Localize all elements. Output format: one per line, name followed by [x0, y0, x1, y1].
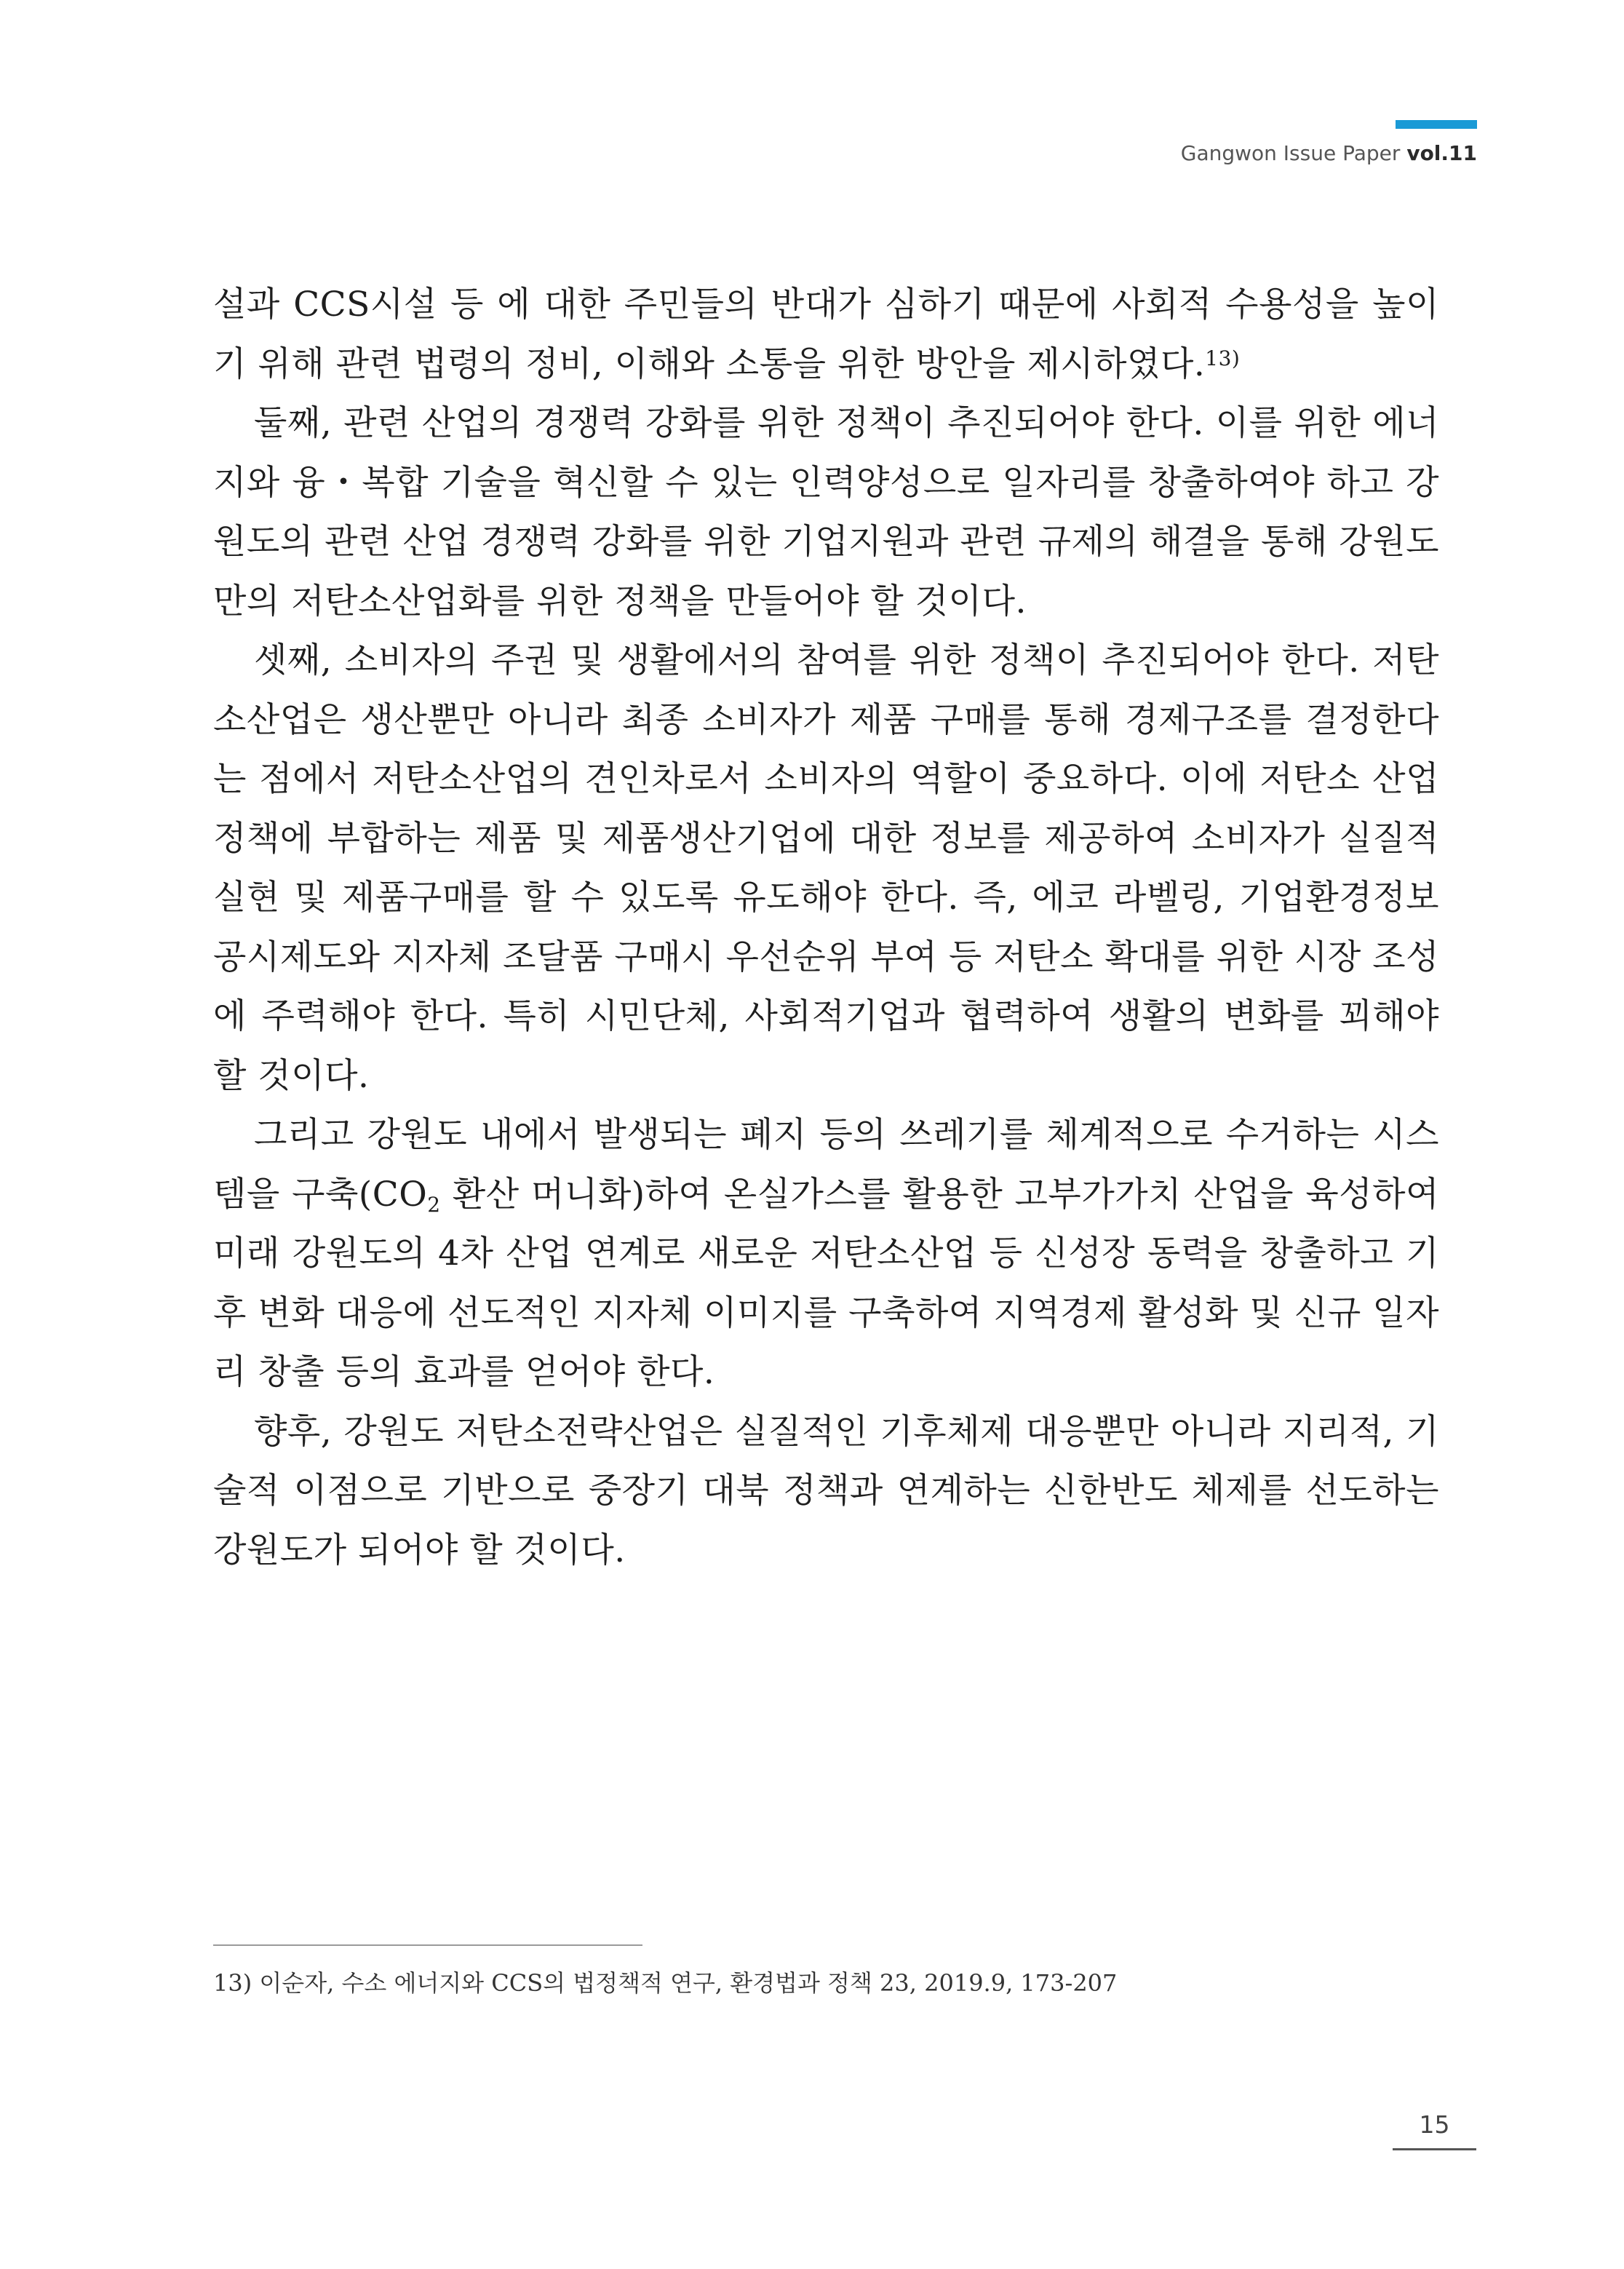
volume-label: vol.11 — [1406, 141, 1477, 165]
paragraph-4-text-after: 환산 머니화)하여 온실가스를 활용한 고부가가치 산업을 육성하여 미래 강원도의 4차 산업 연계로 새로운 저탄소산업 등 신성장 동력을 창출하고 기후 변화 대응에 선도적인 지자체 이미지를 구축하여 지역경제 활성화 및 신규 일자리 창출 등의 효과를 얻어야 한다. — [213, 1174, 1439, 1392]
co2-subscript: 2 — [427, 1192, 441, 1217]
paragraph-4-text-before: 그리고 강원도 내에서 발생되는 폐지 등의 쓰레기를 체계적으로 수거하는 시스템을 구축(CO — [213, 1115, 1439, 1215]
footnote-divider — [213, 1944, 642, 1946]
page-number: 15 — [1419, 2110, 1450, 2139]
paragraph-1 — [213, 275, 1439, 394]
running-header — [1181, 141, 1477, 165]
page-number-underline — [1393, 2148, 1476, 2150]
publication-title: Gangwon Issue Paper — [1180, 141, 1407, 165]
paragraph-1-text: 설과 CCS시설 등 에 대한 주민들의 반대가 심하기 때문에 사회적 수용성을 높이기 위해 관련 법령의 정비, 이해와 소통을 위한 방안을 제시하였다. — [213, 285, 1439, 384]
footnote-13: 13) 이순자, 수소 에너지와 CCS의 법정책적 연구, 환경법과 정책 23, 2019.9, 173-207 — [213, 1969, 1118, 1997]
paragraph-5: 향후, 강원도 저탄소전략산업은 실질적인 기후체제 대응뿐만 아니라 지리적, 기술적 이점으로 기반으로 중장기 대북 정책과 연계하는 신한반도 체제를 선도하는 강원도가 되어야 할 것이다. — [213, 1411, 1439, 1570]
header-accent-bar — [1396, 120, 1477, 129]
main-body — [213, 275, 1439, 1580]
footnote-reference[interactable]: 13) — [1205, 346, 1241, 370]
paragraph-3: 셋째, 소비자의 주권 및 생활에서의 참여를 위한 정책이 추진되어야 한다. 저탄소산업은 생산뿐만 아니라 최종 소비자가 제품 구매를 통해 경제구조를 결정한다는 점에서 저탄소산업의 견인차로서 소비자의 역할이 중요하다. 이에 저탄소 산업정책에 부합하는 제품 및 제품생산기업에 대한 정보를 제공하여 소비자가 실질적 실현 및 제품구매를 할 수 있도록 유도해야 한다. 즉, 에코 라벨링, 기업환경정보공시제도와 지자체 조달품 구매시 우선순위 부여 등 저탄소 확대를 위한 시장 조성에 주력해야 한다. 특히 시민단체, 사회적기업과 협력하여 생활의 변화를 꾀해야 할 것이다. — [213, 640, 1439, 1096]
paragraph-2: 둘째, 관련 산업의 경쟁력 강화를 위한 정책이 추진되어야 한다. 이를 위한 에너지와 융・복합 기술을 혁신할 수 있는 인력양성으로 일자리를 창출하여야 하고 강원도의 관련 산업 경쟁력 강화를 위한 기업지원과 관련 규제의 해결을 통해 강원도만의 저탄소산업화를 위한 정책을 만들어야 할 것이다. — [213, 403, 1439, 621]
paragraph-4 — [213, 1105, 1439, 1402]
